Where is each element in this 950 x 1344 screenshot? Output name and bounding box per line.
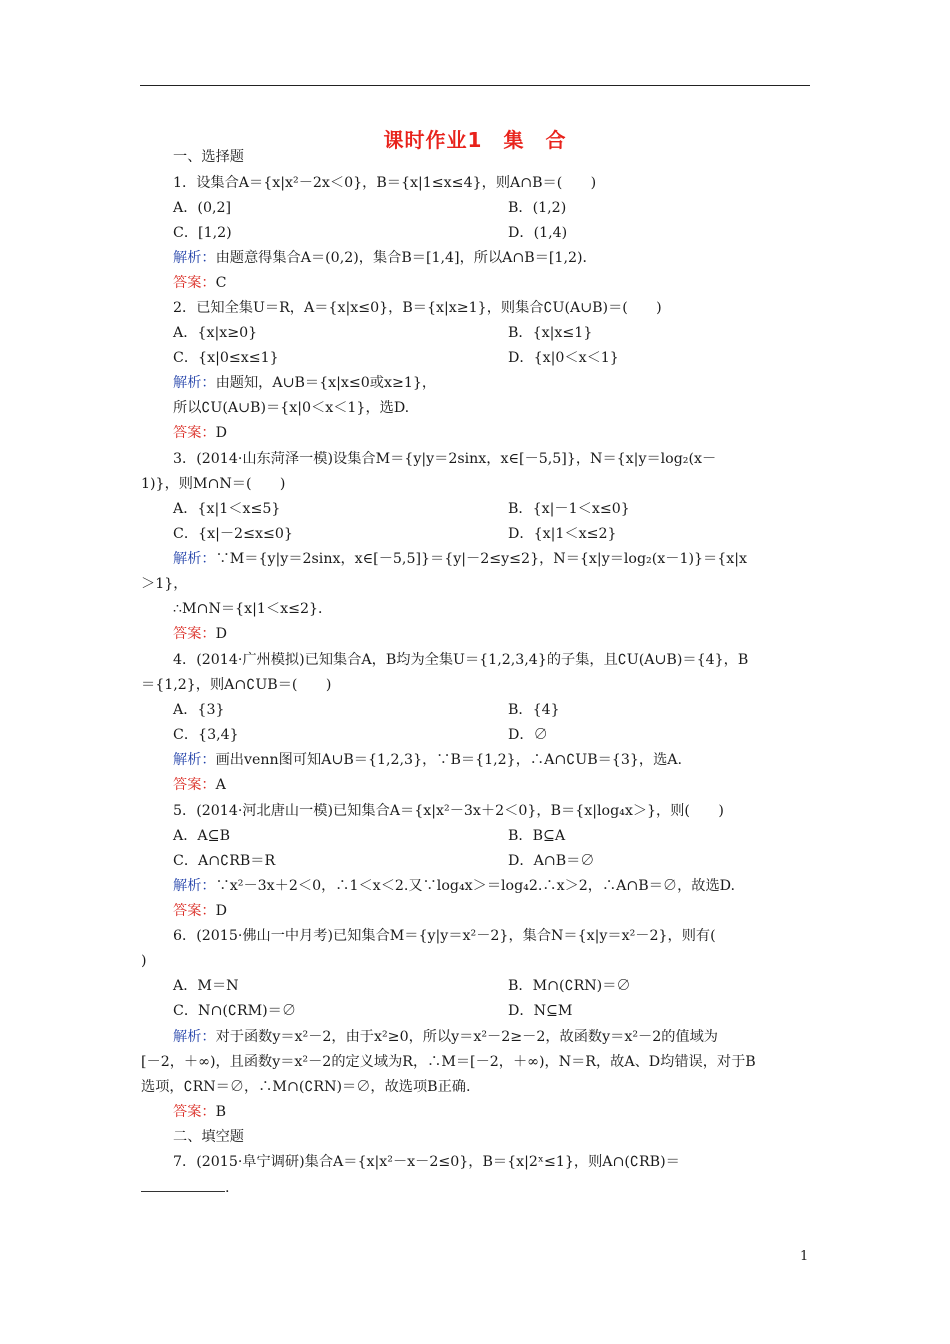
- section-heading-choice: 一、选择题: [173, 149, 244, 165]
- q4-answer: [173, 776, 226, 794]
- q3-option-c: C．{x|－2≤x≤0}: [173, 526, 293, 542]
- q5-stem: 5．(2014·河北唐山一模)已知集合A＝{x|x²－3x＋2＜0}，B＝{x|log₄x＞}，则( ): [173, 803, 724, 819]
- q6-answer: [173, 1103, 226, 1121]
- answer-label: 答案：: [173, 1104, 216, 1120]
- analysis-label: 解析：: [173, 250, 216, 266]
- q2-option-a: A．{x|x≥0}: [173, 325, 258, 341]
- page-number: 1: [800, 1249, 809, 1264]
- q1-option-a: A．(0,2]: [173, 200, 232, 216]
- q6-analysis: [173, 1028, 718, 1046]
- q5-option-c: C．A∩∁RB＝R: [173, 853, 276, 869]
- q6-option-d: D．N⊆M: [508, 1003, 573, 1019]
- answer-label: 答案：: [173, 626, 216, 642]
- q2-answer: [173, 424, 227, 442]
- q5-analysis: [173, 877, 735, 895]
- q4-analysis: [173, 751, 682, 769]
- q5-option-a: A．A⊆B: [173, 828, 230, 844]
- q3-option-d: D．{x|1＜x≤2}: [508, 526, 617, 542]
- q4-option-b: B．{4}: [508, 702, 560, 718]
- answer-value: D: [215, 626, 227, 642]
- q1-option-d: D．(1,4): [508, 225, 568, 241]
- q6-option-b: B．M∩(∁RN)＝∅: [508, 978, 631, 994]
- analysis-text: 对于函数y＝x²－2，由于x²≥0，所以y＝x²－2≥－2，故函数y＝x²－2的值域为: [215, 1029, 718, 1045]
- q2-option-b: B．{x|x≤1}: [508, 325, 593, 341]
- q4-stem-cont: ＝{1,2}，则A∩∁UB＝( ): [141, 677, 332, 693]
- analysis-text: 由题知，A∪B＝{x|x≤0或x≥1}，: [215, 375, 437, 391]
- q7-end-punct: .: [225, 1180, 230, 1196]
- q1-option-b: B．(1,2): [508, 200, 567, 216]
- answer-label: 答案：: [173, 425, 216, 441]
- answer-value: D: [215, 425, 227, 441]
- analysis-label: 解析：: [173, 1029, 216, 1045]
- page-title: 课时作业1 集 合: [383, 128, 567, 152]
- q7-blank-line: [141, 1178, 230, 1197]
- analysis-label: 解析：: [173, 375, 216, 391]
- q2-analysis-cont: 所以∁U(A∪B)＝{x|0＜x＜1}，选D.: [173, 400, 410, 416]
- answer-label: 答案：: [173, 275, 216, 291]
- q5-answer: [173, 902, 227, 920]
- q4-option-a: A．{3}: [173, 702, 225, 718]
- q6-analysis-conclusion: 选项，∁RN＝∅，∴M∩(∁RN)＝∅，故选项B正确.: [141, 1079, 471, 1095]
- analysis-label: 解析：: [173, 752, 216, 768]
- q1-answer: [173, 274, 226, 292]
- q3-answer: [173, 625, 227, 643]
- q3-analysis-cont: ＞1}，: [141, 576, 188, 592]
- answer-value: B: [215, 1104, 227, 1120]
- q3-analysis-conclusion: ∴M∩N＝{x|1＜x≤2}．: [173, 601, 333, 617]
- q6-analysis-cont: [－2，＋∞)，且函数y＝x²－2的定义域为R，∴M＝[－2，＋∞)，N＝R，故A、D均错误，对于B: [141, 1054, 756, 1070]
- q1-stem: 1．设集合A＝{x|x²－2x＜0}，B＝{x|1≤x≤4}，则A∩B＝( ): [173, 175, 597, 191]
- answer-value: C: [215, 275, 227, 291]
- q5-option-b: B．B⊆A: [508, 828, 566, 844]
- q4-stem: 4．(2014·广州模拟)已知集合A，B均为全集U＝{1,2,3,4}的子集，且∁U(A∪B)＝{4}，B: [173, 652, 749, 668]
- q6-stem: 6．(2015·佛山一中月考)已知集合M＝{y|y＝x²－2}，集合N＝{x|y＝x²－2}，则有(: [173, 928, 716, 944]
- answer-blank[interactable]: [141, 1178, 225, 1192]
- header-rule: [140, 85, 810, 86]
- q4-option-d: D．∅: [508, 727, 548, 743]
- analysis-label: 解析：: [173, 551, 216, 567]
- answer-value: D: [215, 903, 227, 919]
- q3-stem: 3．(2014·山东菏泽一模)设集合M＝{y|y＝2sinx，x∈[－5,5]}，N＝{x|y＝log₂(x－: [173, 451, 717, 467]
- section-heading-fill: 二、填空题: [173, 1129, 244, 1145]
- q2-option-d: D．{x|0＜x＜1}: [508, 350, 619, 366]
- answer-value: A: [215, 777, 226, 793]
- q6-option-c: C．N∩(∁RM)＝∅: [173, 1003, 297, 1019]
- q7-stem: 7．(2015·阜宁调研)集合A＝{x|x²－x－2≤0}，B＝{x|2ˣ≤1}，则A∩(∁RB)＝: [173, 1154, 680, 1170]
- analysis-text: 画出venn图可知A∪B＝{1,2,3}，∵B＝{1,2}，∴A∩∁UB＝{3}，选A.: [215, 752, 683, 768]
- analysis-label: 解析：: [173, 878, 216, 894]
- q1-option-c: C．[1,2): [173, 225, 232, 241]
- q6-option-a: A．M＝N: [173, 978, 239, 994]
- q6-stem-cont: ): [141, 953, 147, 969]
- q2-option-c: C．{x|0≤x≤1}: [173, 350, 279, 366]
- analysis-text: ∵M＝{y|y＝2sinx，x∈[－5,5]}＝{y|－2≤y≤2}，N＝{x|y＝log₂(x－1)}＝{x|x: [215, 551, 748, 567]
- q5-option-d: D．A∩B＝∅: [508, 853, 595, 869]
- q3-option-b: B．{x|－1＜x≤0}: [508, 501, 630, 517]
- analysis-text: 由题意得集合A＝(0,2)，集合B＝[1,4]，所以A∩B＝[1,2)．: [215, 250, 597, 266]
- q2-stem: 2．已知全集U＝R，A＝{x|x≤0}，B＝{x|x≥1}，则集合∁U(A∪B)＝( ): [173, 300, 662, 316]
- analysis-text: ∵x²－3x＋2＜0，∴1＜x＜2.又∵log₄x＞＝log₄2.∴x＞2，∴A∩B＝∅，故选D.: [215, 878, 736, 894]
- q2-analysis: [173, 374, 436, 392]
- q4-option-c: C．{3,4}: [173, 727, 239, 743]
- answer-label: 答案：: [173, 903, 216, 919]
- q3-analysis: [173, 550, 747, 568]
- q1-analysis: [173, 249, 597, 267]
- answer-label: 答案：: [173, 777, 216, 793]
- q3-stem-cont: 1)}，则M∩N＝( ): [141, 476, 286, 492]
- q3-option-a: A．{x|1＜x≤5}: [173, 501, 281, 517]
